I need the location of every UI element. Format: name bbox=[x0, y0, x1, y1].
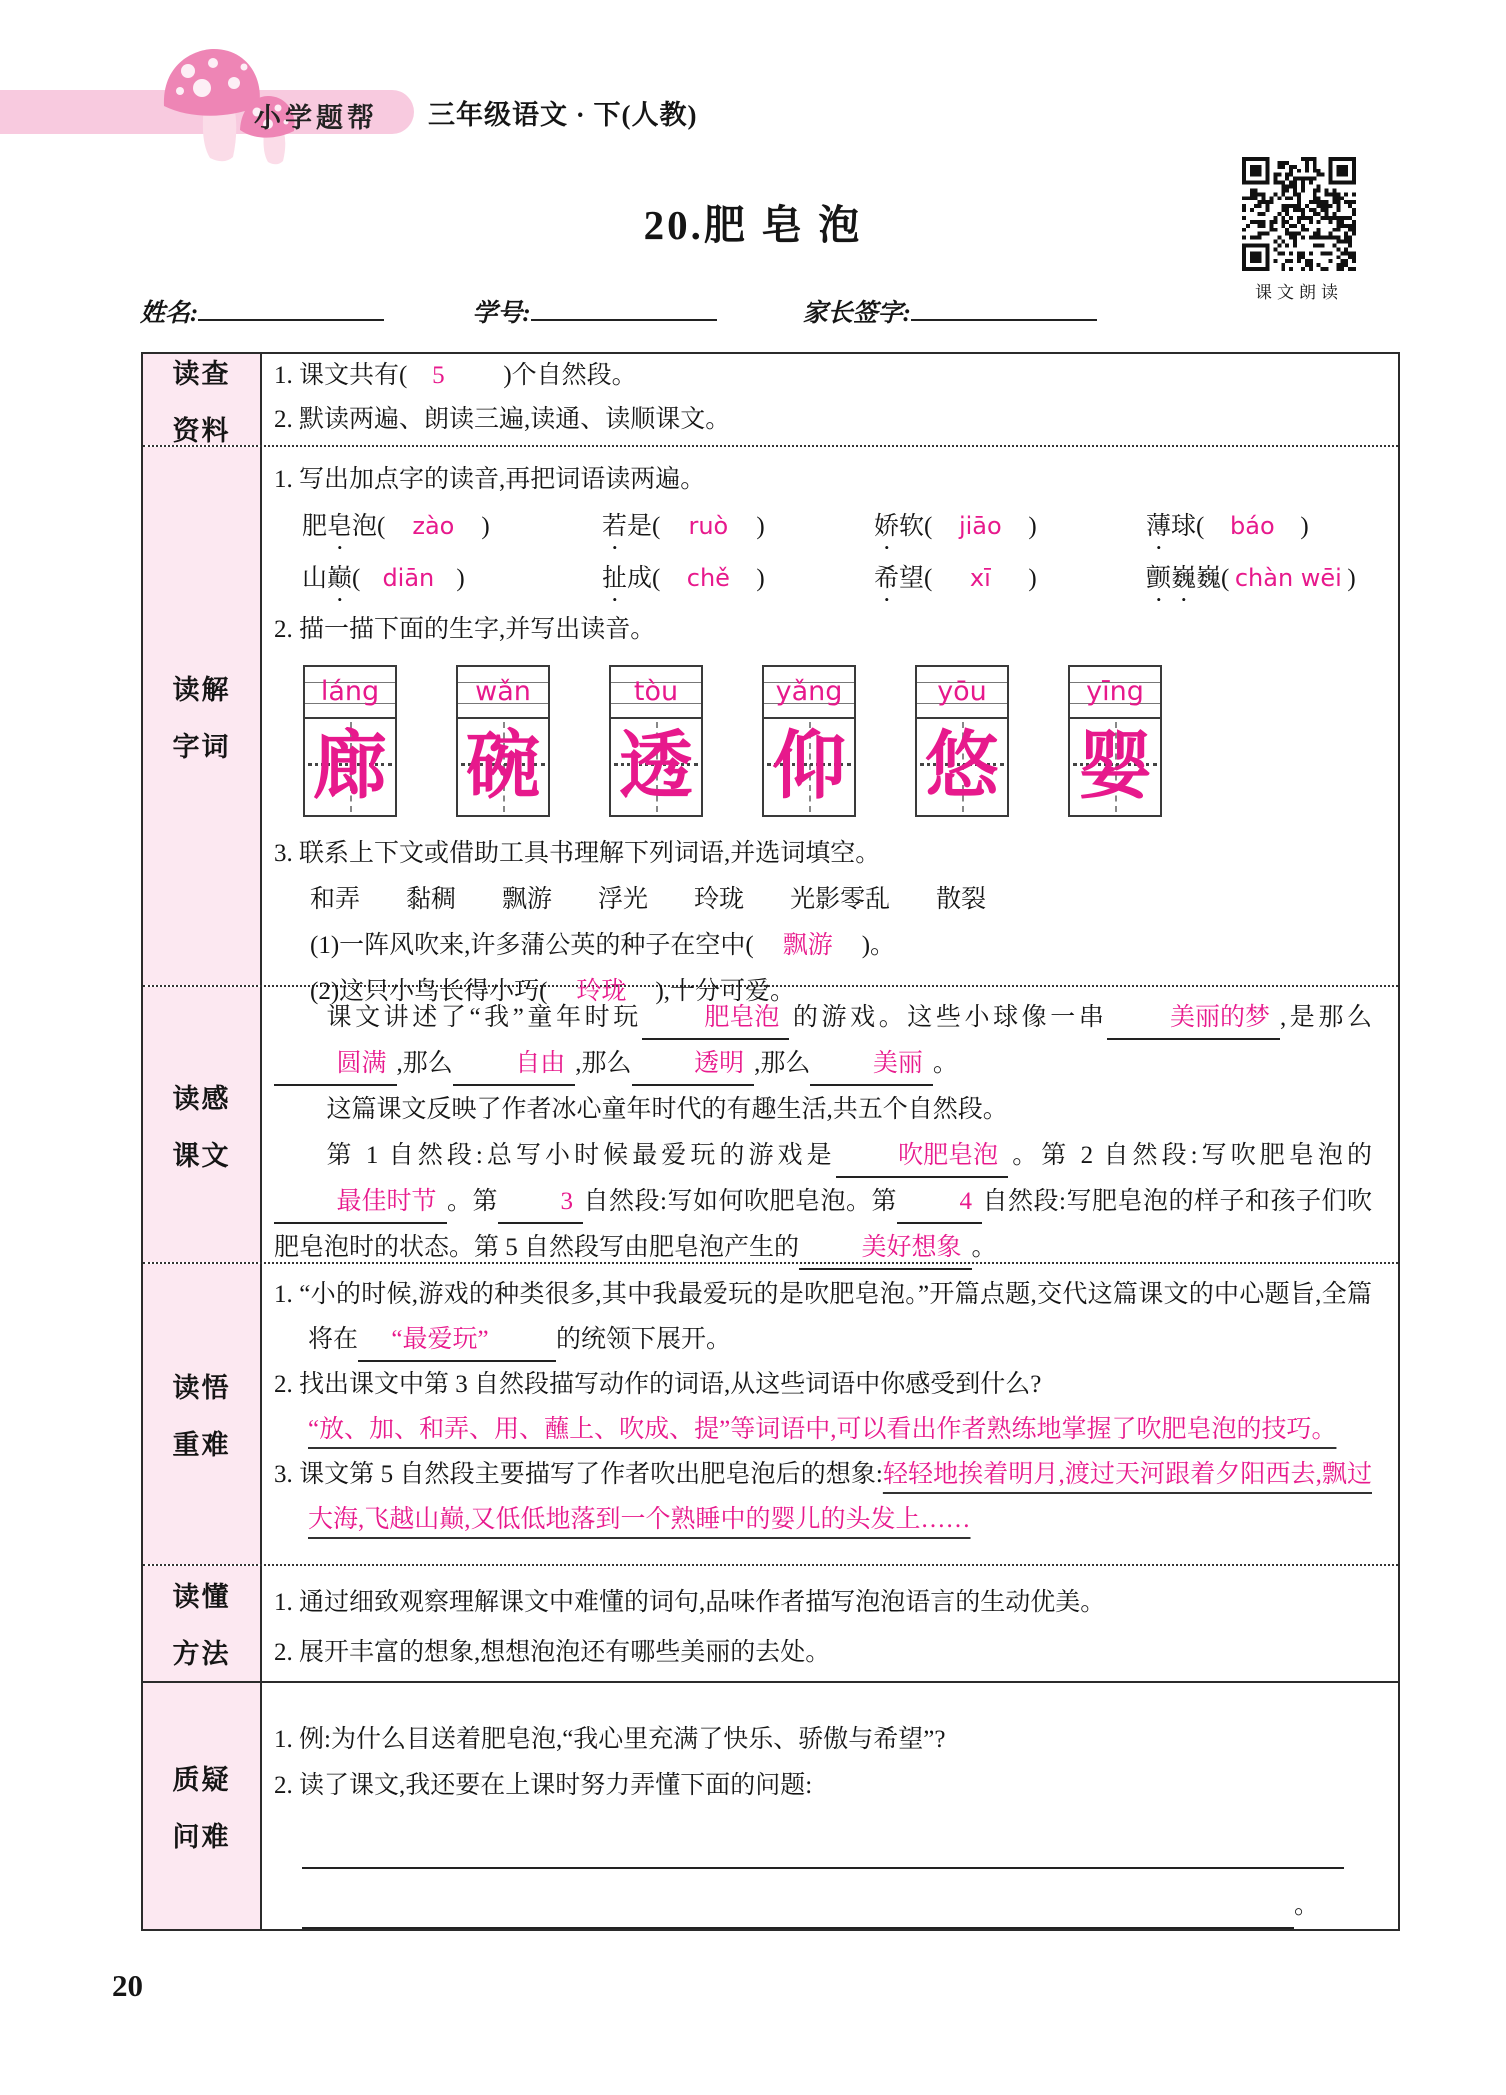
answer-blank: 4 bbox=[897, 1182, 982, 1224]
dotted-char: 若 bbox=[602, 513, 628, 540]
text-run: ) bbox=[756, 565, 765, 592]
question: 1. 例:为什么目送着肥皂泡,“我心里充满了快乐、骄傲与希望”? bbox=[274, 1726, 946, 1753]
label-line: 读解 bbox=[172, 675, 231, 705]
trace-character: 廊 bbox=[313, 726, 387, 808]
label-line: 质疑 bbox=[172, 1765, 231, 1795]
blank-answer-line bbox=[302, 1823, 1372, 1869]
answer-blank: 圆满 bbox=[274, 1044, 397, 1086]
name-label: 姓名: bbox=[140, 300, 199, 327]
text-run: 。第 bbox=[446, 1188, 499, 1215]
character-box bbox=[609, 665, 703, 817]
student-no-label: 学号: bbox=[472, 300, 531, 327]
text-run: 第 1 自然段:总写小时候最爱玩的游戏是 bbox=[326, 1142, 836, 1169]
signature-row bbox=[140, 293, 1097, 329]
worksheet-table bbox=[141, 352, 1400, 1931]
answer-blank: 肥皂泡 bbox=[642, 998, 790, 1040]
page-number: 20 bbox=[112, 1968, 143, 2003]
handwritten-answer: 轻轻地挨着明月,渡过天河跟着夕阳西去,飘过大海,飞越山巅,又低低地落到一个熟睡中的婴儿的头发上…… bbox=[308, 1461, 1372, 1533]
trace-character: 仰 bbox=[772, 726, 846, 808]
text-run: ,是那么 bbox=[1279, 1004, 1372, 1031]
text-run: )。 bbox=[861, 932, 896, 959]
text-run: ) bbox=[1300, 513, 1309, 540]
section-label bbox=[143, 987, 262, 1262]
question: 2. 读了课文,我还要在上课时努力弄懂下面的问题: bbox=[274, 1772, 813, 1799]
blank-line bbox=[302, 1837, 1344, 1869]
blank-line bbox=[302, 1897, 1294, 1929]
text-run: 自然段:写肥皂泡的样子和孩子们吹肥皂泡时的状态。第 5 自然段写由肥皂泡产生的 bbox=[274, 1188, 1372, 1261]
section-label bbox=[143, 354, 262, 445]
label-line: 读懂 bbox=[172, 1582, 231, 1613]
section-label bbox=[143, 1264, 262, 1564]
pinyin-cell bbox=[762, 665, 856, 719]
text-run: 成( bbox=[627, 565, 661, 592]
brand-title: 小学题帮 bbox=[254, 103, 378, 133]
pinyin-answer: jiāo bbox=[958, 512, 1002, 540]
parent-sign-label: 家长签字: bbox=[802, 300, 911, 327]
text-run: 1. 课文共有( bbox=[274, 362, 408, 389]
section-summary bbox=[143, 987, 1398, 1264]
pinyin-answer: chàn wēi bbox=[1234, 564, 1342, 592]
text-run: 1. “小的时候,游戏的种类很多,其中我最爱玩的是吹肥皂泡。”开篇点题,交代这篇课文的中心题旨,全篇将在 bbox=[274, 1281, 1372, 1353]
word-option: 和弄 bbox=[310, 886, 361, 913]
pinyin-word bbox=[602, 503, 874, 555]
label-line: 读查 bbox=[172, 358, 231, 389]
text-run: 巍( bbox=[1196, 565, 1230, 592]
pinyin-answer: yǎng bbox=[775, 676, 843, 707]
section-content bbox=[262, 1683, 1398, 1929]
text-run: 球( bbox=[1171, 513, 1205, 540]
text-run: ) bbox=[456, 565, 465, 592]
pinyin-row bbox=[302, 503, 1372, 555]
text-run: 课文讲述了“我”童年时玩 bbox=[326, 1004, 642, 1031]
pinyin-answer: láng bbox=[320, 676, 380, 707]
parent-sign-blank-line bbox=[911, 293, 1097, 321]
dotted-char: 扯 bbox=[602, 565, 628, 592]
tianzige-cell bbox=[915, 719, 1009, 817]
question: 1. 通过细致观察理解课文中难懂的词句,品味作者描写泡泡语言的生动优美。 bbox=[274, 1588, 1106, 1616]
text-run: ),十分可爱。 bbox=[655, 978, 796, 1005]
word-option: 黏稠 bbox=[406, 886, 457, 913]
label-line: 读感 bbox=[172, 1083, 231, 1114]
qr-caption: 课文朗读 bbox=[1255, 283, 1343, 302]
dotted-char: 巅 bbox=[327, 565, 353, 592]
label-line: 读悟 bbox=[172, 1372, 231, 1403]
section-content bbox=[262, 354, 1398, 445]
question: 2. 找出课文中第 3 自然段描写动作的词语,从这些词语中你感受到什么? bbox=[274, 1371, 1042, 1398]
text-run: 3. 课文第 5 自然段主要描写了作者吹出肥皂泡后的想象: bbox=[274, 1461, 883, 1488]
summary-paragraph bbox=[274, 1133, 1372, 1271]
pinyin-answer: xī bbox=[969, 564, 991, 592]
pinyin-answer: ruò bbox=[688, 512, 729, 540]
answer-blank: 美好想象 bbox=[799, 1228, 972, 1270]
handwritten-answer: “放、加、和弄、用、蘸上、吹成、提”等词语中,可以看出作者熟练地掌握了吹肥皂泡的技巧。 bbox=[308, 1416, 1337, 1443]
tianzige-cell bbox=[1068, 719, 1162, 817]
character-box bbox=[762, 665, 856, 817]
lesson-title: 20.肥 皂 泡 bbox=[643, 202, 863, 248]
label-line: 方法 bbox=[172, 1639, 231, 1670]
character-trace-row bbox=[303, 665, 1372, 817]
text-run: 。第 2 自然段:写吹肥皂泡的 bbox=[1008, 1142, 1373, 1169]
section-questions bbox=[143, 1683, 1398, 1929]
question: 2. 默读两遍、朗读三遍,读通、读顺课文。 bbox=[274, 406, 731, 433]
question bbox=[274, 1452, 1372, 1542]
text-run: 。 bbox=[971, 1234, 997, 1261]
answer-blank: 美丽 bbox=[810, 1044, 933, 1086]
edition-label: 三年级语文 · 下(人教) bbox=[428, 100, 698, 130]
blank-answer-line bbox=[302, 1883, 1372, 1929]
answer-blank: 美丽的梦 bbox=[1107, 998, 1280, 1040]
section-content bbox=[262, 987, 1398, 1262]
word-option: 玲珑 bbox=[694, 886, 745, 913]
answer-blank: 3 bbox=[498, 1182, 583, 1224]
character-box bbox=[303, 665, 397, 817]
text-run: 泡( bbox=[352, 513, 386, 540]
pinyin-word bbox=[1146, 503, 1372, 555]
label-line: 重难 bbox=[172, 1429, 231, 1460]
pinyin-word bbox=[874, 555, 1146, 607]
word-option: 浮光 bbox=[598, 886, 649, 913]
text-run: 是( bbox=[627, 513, 661, 540]
section-content bbox=[262, 447, 1398, 1005]
text-run: ) bbox=[1028, 513, 1037, 540]
trace-character: 悠 bbox=[925, 726, 999, 808]
text-run: 肥 bbox=[302, 513, 328, 540]
text-run: (2)这只小鸟长得小巧( bbox=[310, 978, 548, 1005]
character-box bbox=[915, 665, 1009, 817]
character-box bbox=[1068, 665, 1162, 817]
text-run: )个自然段。 bbox=[503, 362, 637, 389]
text-run: ,那么 bbox=[396, 1050, 453, 1077]
fill-question bbox=[310, 923, 1372, 969]
tianzige-cell bbox=[303, 719, 397, 817]
pinyin-answer: diān bbox=[382, 564, 435, 592]
trace-character: 婴 bbox=[1078, 726, 1152, 808]
answer: 飘游 bbox=[782, 932, 833, 959]
text-run: ) bbox=[756, 513, 765, 540]
text-run: 。 bbox=[932, 1050, 958, 1077]
answer-blank: 最佳时节 bbox=[274, 1182, 447, 1224]
pinyin-cell bbox=[456, 665, 550, 719]
word-option: 光影零乱 bbox=[790, 886, 891, 913]
pinyin-answer: zào bbox=[412, 512, 455, 540]
qr-code bbox=[1242, 157, 1356, 271]
word-option: 飘游 bbox=[502, 886, 553, 913]
text-run: ,那么 bbox=[754, 1050, 811, 1077]
answer: 玲珑 bbox=[576, 978, 627, 1005]
dotted-char: 薄 bbox=[1146, 513, 1172, 540]
question bbox=[274, 354, 1372, 398]
answer-blank: 吹肥皂泡 bbox=[836, 1136, 1009, 1178]
pinyin-answer: báo bbox=[1230, 512, 1275, 540]
pinyin-answer: chě bbox=[686, 564, 730, 592]
dotted-char: 皂 bbox=[327, 513, 353, 540]
text-run: 的游戏。这些小球像一串 bbox=[789, 1004, 1108, 1031]
section-words bbox=[143, 447, 1398, 1005]
section-content bbox=[262, 1566, 1398, 1681]
pinyin-word bbox=[302, 503, 602, 555]
text-run: ) bbox=[481, 513, 490, 540]
pinyin-word bbox=[874, 503, 1146, 555]
pinyin-answer: yīng bbox=[1086, 676, 1144, 707]
answer-blank: 透明 bbox=[632, 1044, 755, 1086]
text-run: ,那么 bbox=[575, 1050, 632, 1077]
answer: 5 bbox=[432, 362, 445, 389]
summary-paragraph bbox=[274, 995, 1372, 1087]
pinyin-cell bbox=[1068, 665, 1162, 719]
question bbox=[274, 1272, 1372, 1362]
summary-paragraph: 这篇课文反映了作者冰心童年时代的有趣生活,共五个自然段。 bbox=[326, 1096, 1008, 1123]
text-run: 自然段:写如何吹肥皂泡。第 bbox=[583, 1188, 898, 1215]
tianzige-cell bbox=[456, 719, 550, 817]
text-run: 山 bbox=[302, 565, 328, 592]
question: 1. 写出加点字的读音,再把词语读两遍。 bbox=[274, 466, 706, 493]
word-option: 散裂 bbox=[936, 886, 987, 913]
text-run: ) bbox=[1347, 565, 1356, 592]
answer-blank: “最爱玩” bbox=[358, 1320, 556, 1362]
section-key-points bbox=[143, 1264, 1398, 1566]
text-run: ) bbox=[1028, 565, 1037, 592]
section-label bbox=[143, 1566, 262, 1681]
section-methods bbox=[143, 1566, 1398, 1683]
character-box bbox=[456, 665, 550, 817]
label-line: 资料 bbox=[172, 415, 231, 446]
tianzige-cell bbox=[609, 719, 703, 817]
pinyin-answer: wǎn bbox=[475, 676, 531, 707]
section-label bbox=[143, 1683, 262, 1929]
question: 2. 展开丰富的想象,想想泡泡还有哪些美丽的去处。 bbox=[274, 1638, 831, 1666]
answer-blank: 自由 bbox=[453, 1044, 576, 1086]
dotted-char: 希 bbox=[874, 565, 900, 592]
section-label bbox=[143, 447, 262, 985]
pinyin-answer: tòu bbox=[633, 676, 679, 707]
tianzige-cell bbox=[762, 719, 856, 817]
label-line: 字词 bbox=[172, 732, 231, 762]
name-blank-line bbox=[198, 293, 384, 321]
trace-character: 透 bbox=[619, 726, 693, 808]
dotted-char: 娇 bbox=[874, 513, 900, 540]
label-line: 问难 bbox=[172, 1822, 231, 1852]
pinyin-word bbox=[302, 555, 602, 607]
pinyin-cell bbox=[915, 665, 1009, 719]
trace-character: 碗 bbox=[466, 726, 540, 808]
text-run: (1)一阵风吹来,许多蒲公英的种子在空中( bbox=[310, 932, 754, 959]
question: 3. 联系上下文或借助工具书理解下列词语,并选词填空。 bbox=[274, 840, 881, 867]
dotted-char: 颤巍 bbox=[1146, 565, 1197, 592]
pinyin-row bbox=[302, 555, 1372, 607]
pinyin-cell bbox=[303, 665, 397, 719]
text-run: 软( bbox=[899, 513, 933, 540]
pinyin-answer: yōu bbox=[937, 676, 987, 707]
pinyin-cell bbox=[609, 665, 703, 719]
question: 2. 描一描下面的生字,并写出读音。 bbox=[274, 616, 656, 643]
text-run: 望( bbox=[899, 565, 933, 592]
pinyin-word bbox=[602, 555, 874, 607]
pinyin-word bbox=[1146, 555, 1372, 607]
student-no-blank-line bbox=[531, 293, 717, 321]
text-run: 。 bbox=[1294, 1892, 1320, 1919]
text-run: ( bbox=[352, 565, 361, 592]
word-bank bbox=[310, 877, 1372, 923]
text-run: 的统领下展开。 bbox=[556, 1326, 732, 1353]
section-content bbox=[262, 1264, 1398, 1564]
label-line: 课文 bbox=[172, 1140, 231, 1171]
section-read-check bbox=[143, 354, 1398, 447]
